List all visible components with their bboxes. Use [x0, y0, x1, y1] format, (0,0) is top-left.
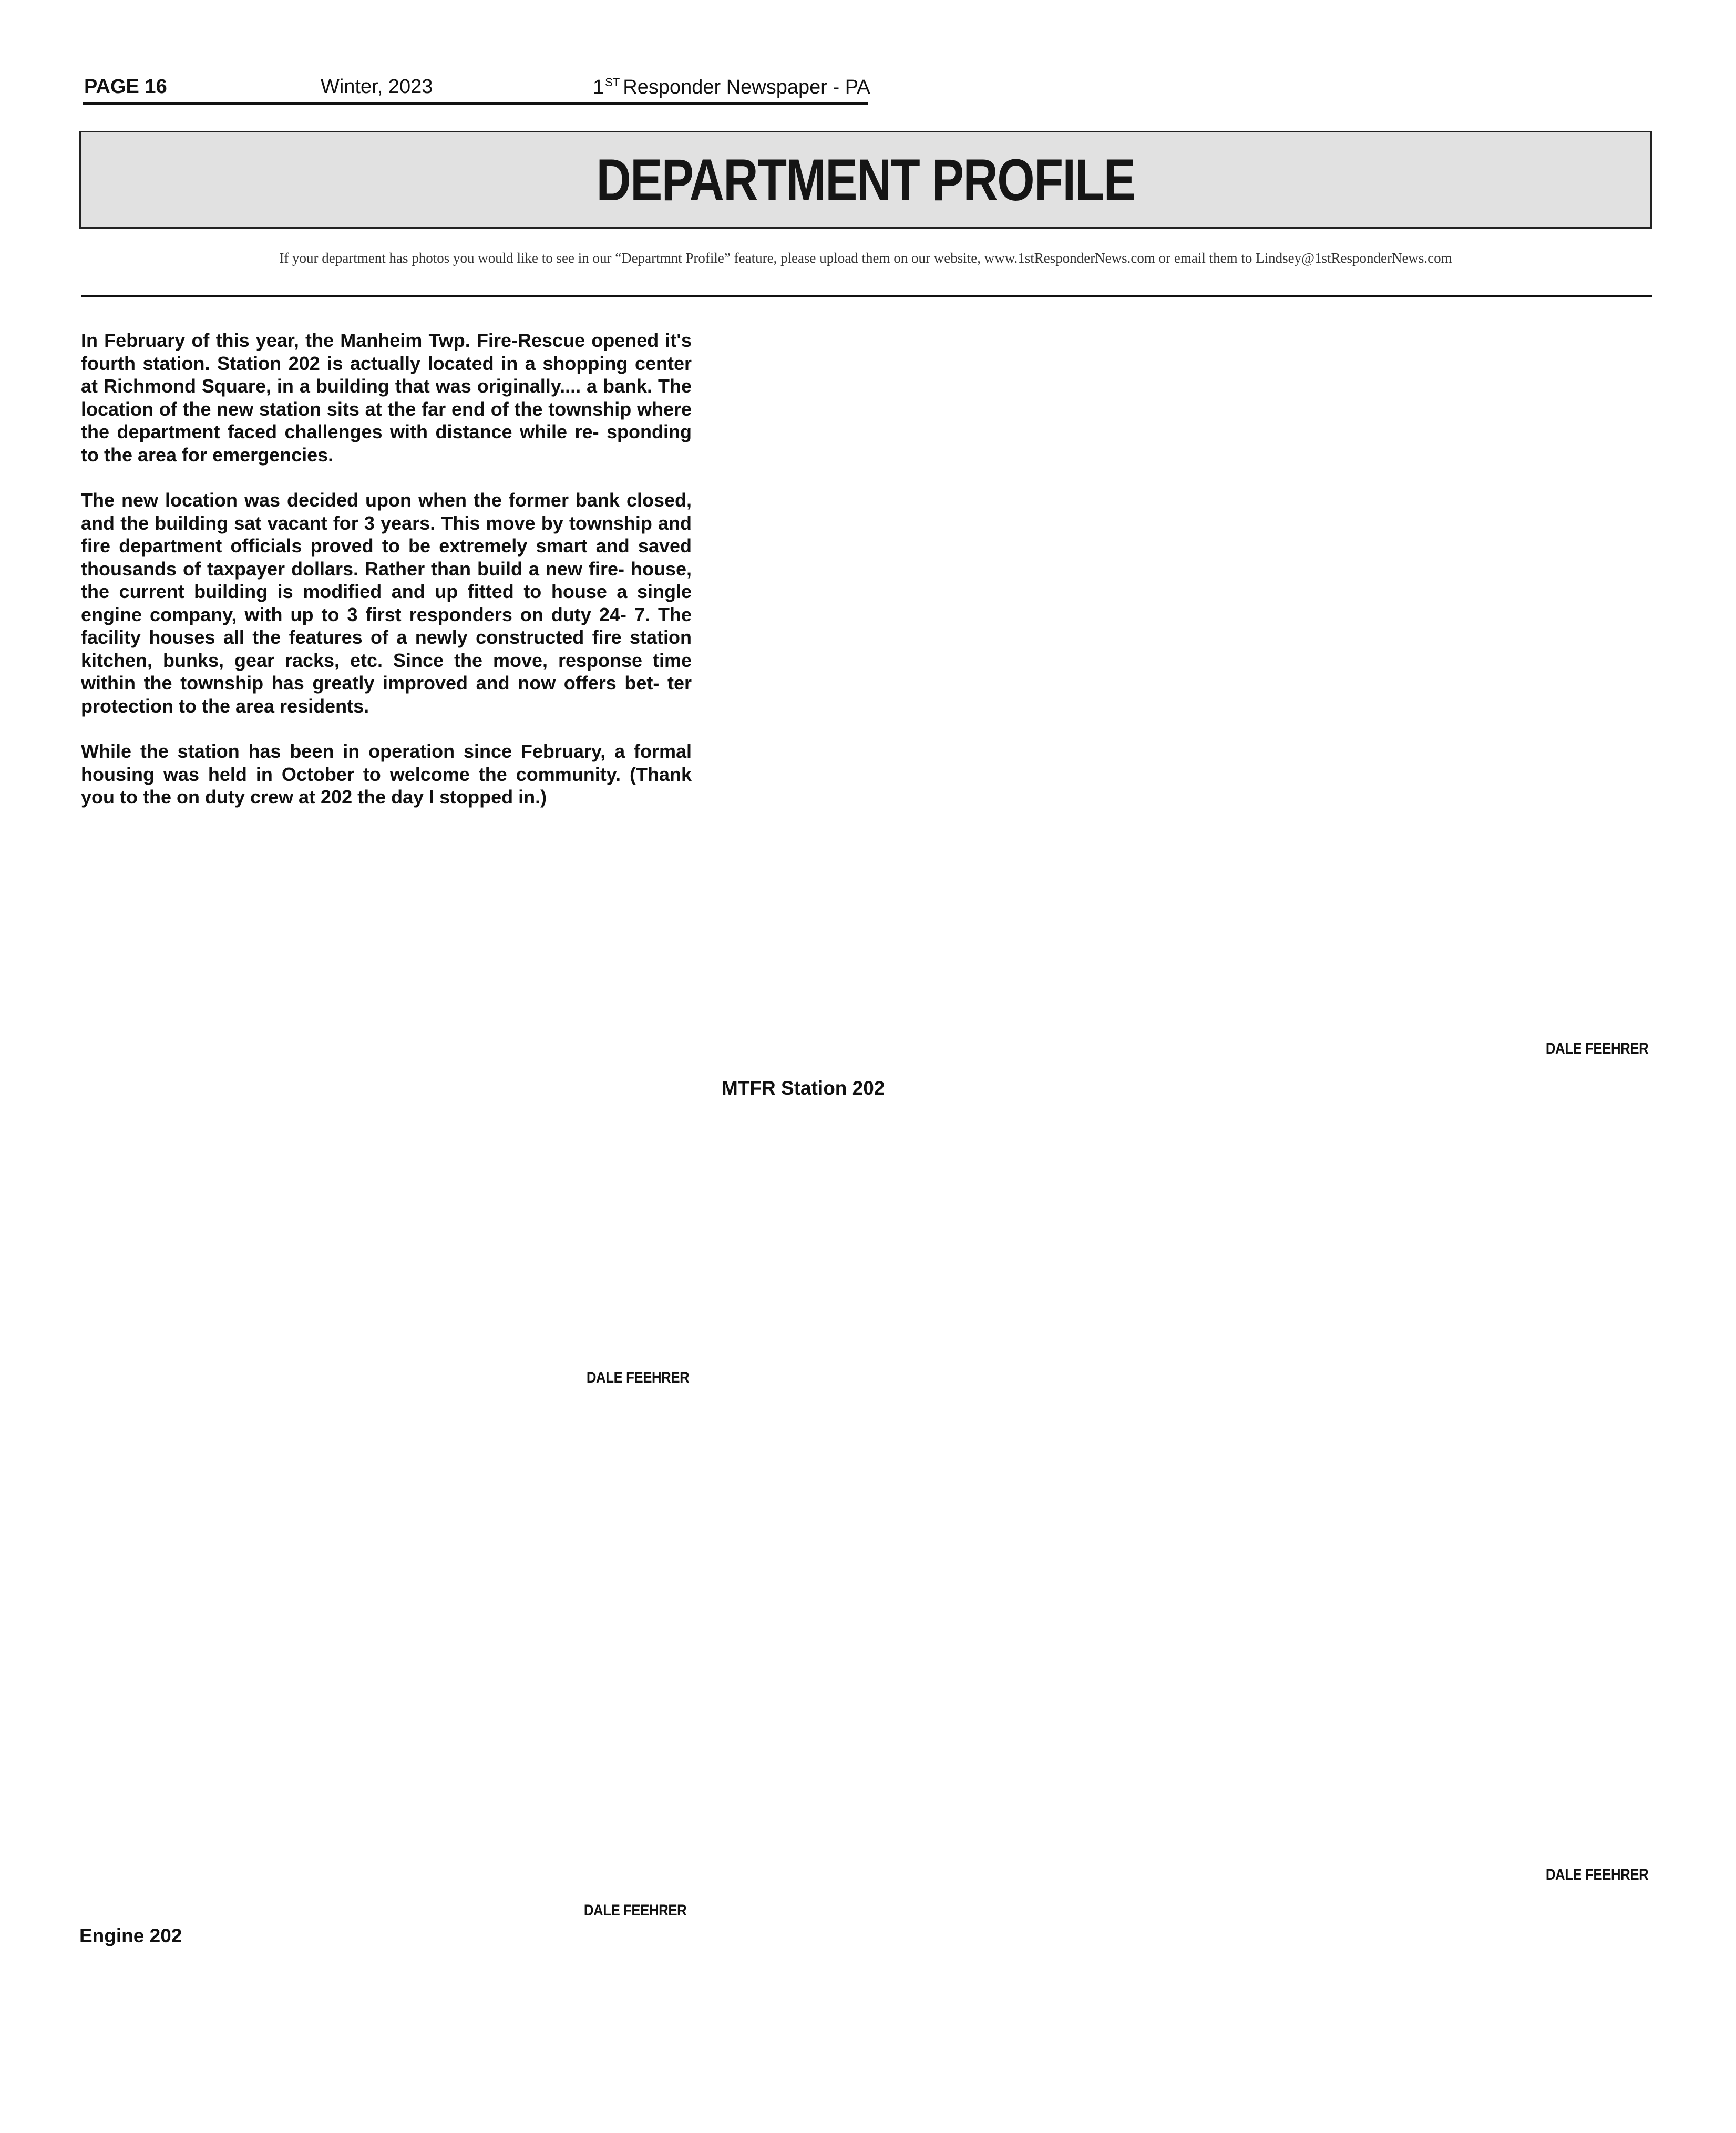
newspaper-name-text: Responder Newspaper - PA: [623, 76, 870, 98]
newspaper-name-superscript: ST: [605, 76, 620, 89]
photo-credit: DALE FEEHRER: [586, 1369, 689, 1386]
engine-photo: [721, 1125, 1652, 1863]
photo-credit: DALE FEEHRER: [1545, 1866, 1648, 1883]
article-body: [81, 329, 692, 831]
header-rule: [83, 102, 868, 105]
station-photo: [721, 329, 1652, 1038]
issue-date: Winter, 2023: [321, 76, 433, 98]
submission-notice: If your department has photos you would like to see in our “Departmnt Profile” feature, please upload them on our website, www.1stResponderNews.com or email them to Lindsey@1stResponderNews.com: [279, 250, 1452, 266]
article-paragraph: The new location was decided upon when the former bank closed, and the building sat vacant for 3 years. This move by township and fire department officials proved to be extremely smart and saved thousands of taxpayer dollars. Rather than build a new fire- house, the current building is modified and up fitted to house a single engine company, with up to 3 first responders on duty 24- 7. The facility houses all the features of a newly constructed fire station kitchen, bunks, gear racks, etc. Since the move, response time within the township has greatly improved and now offers bet- ter protection to the area residents.: [81, 489, 692, 717]
photo-caption-engine: Engine 202: [79, 1925, 182, 1946]
photo-credit: DALE FEEHRER: [1545, 1040, 1648, 1057]
left-photo: [81, 851, 692, 1366]
page-number: PAGE 16: [84, 76, 167, 98]
photo-credit: DALE FEEHRER: [583, 1902, 686, 1919]
newspaper-name: [593, 76, 870, 99]
section-title: DEPARTMENT PROFILE: [596, 147, 1135, 213]
photo-caption-station: MTFR Station 202: [722, 1077, 885, 1099]
article-paragraph: While the station has been in operation since February, a formal housing was held in October to welcome the community. (Thank you to the on duty crew at 202 the day I stopped in.): [81, 740, 692, 808]
newspaper-name-prefix: 1: [593, 76, 604, 98]
section-banner: [79, 131, 1652, 229]
section-rule: [81, 295, 1652, 297]
article-paragraph: In February of this year, the Manheim Twp. Fire-Rescue opened it's fourth station. Station 202 is actually located in a shopping center at Richmond Square, in a building that was originally.... a bank. The location of the new station sits at the far end of the township where the department faced challenges with distance while re- sponding to the area for emergencies.: [81, 329, 692, 466]
